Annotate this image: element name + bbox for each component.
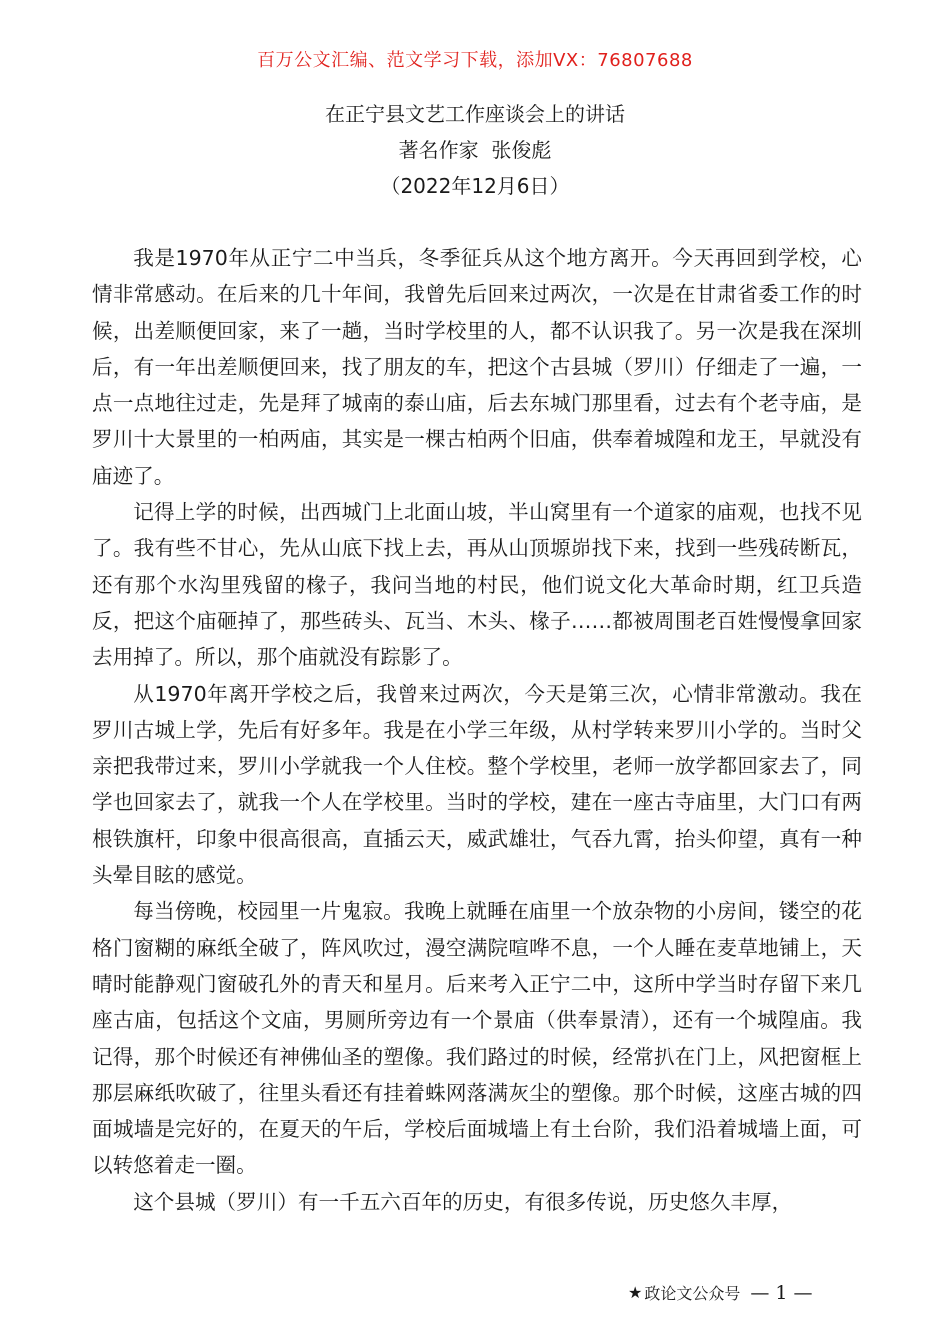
- paragraph: 每当傍晚，校园里一片鬼寂。我晚上就睡在庙里一个放杂物的小房间，镂空的花格门窗糊的麻纸全破了，阵风吹过，漫空满院喧哗不息，一个人睡在麦草地铺上，天晴时能静观门窗破孔外的青天和星月。后来考入正宁二中，这所中学当时存留下来几座古庙，包括这个文庙，男厕所旁边有一个景庙（供奉景清），还有一个城隍庙。我记得，那个时候还有神佛仙圣的塑像。我们路过的时候，经常扒在门上，风把窗框上那层麻纸吹破了，往里头看还有挂着蛛网落满灰尘的塑像。那个时候，这座古城的四面城墙是完好的，在夏天的午后，学校后面城墙上有土台阶，我们沿着城墙上面，可以转悠着走一圈。: [92, 899, 862, 1178]
- speech-body: [92, 240, 862, 1220]
- paragraph: 记得上学的时候，出西城门上北面山坡，半山窝里有一个道家的庙观，也找不见了。我有些不甘心，先从山底下找上去，再从山顶塬峁找下来，找到一些残砖断瓦，还有那个水沟里残留的椽子，我问当地的村民，他们说文化大革命时期，红卫兵造反，把这个庙砸掉了，那些砖头、瓦当、木头、椽子……都被周围老百姓慢慢拿回家去用掉了。所以，那个庙就没有踪影了。: [92, 500, 862, 670]
- paragraph: 我是1970年从正宁二中当兵，冬季征兵从这个地方离开。今天再回到学校，心情非常感动。在后来的几十年间，我曾先后回来过两次，一次是在甘肃省委工作的时候，出差顺便回家，来了一趟，当时学校里的人，都不认识我了。另一次是我在深圳后，有一年出差顺便回来，找了朋友的车，把这个古县城（罗川）仔细走了一遍，一点一点地往过走，先是拜了城南的泰山庙，后去东城门那里看，过去有个老寺庙，是罗川十大景里的一柏两庙，其实是一棵古柏两个旧庙，供奉着城隍和龙王，早就没有庙迹了。: [92, 246, 862, 488]
- watermark-banner: 百万公文汇编、范文学习下载，添加VX：76807688: [257, 50, 693, 71]
- footer-source: 政论文公众号: [644, 1284, 741, 1303]
- star-icon: ★: [628, 1283, 643, 1302]
- paragraph: 从1970年离开学校之后，我曾来过两次，今天是第三次，心情非常激动。我在罗川古城上学，先后有好多年。我是在小学三年级，从村学转来罗川小学的。当时父亲把我带过来，罗川小学就我一个人住校。整个学校里，老师一放学都回家去了，同学也回家去了，就我一个人在学校里。当时的学校，建在一座古寺庙里，大门口有两根铁旗杆，印象中很高很高，直插云天，威武雄壮，气吞九霄，抬头仰望，真有一种头晕目眩的感觉。: [92, 681, 862, 888]
- author-line: 著名作家 张俊彪: [398, 138, 552, 162]
- date-line: （2022年12月6日）: [380, 174, 570, 198]
- paragraph: 这个县城（罗川）有一千五六百年的历史，有很多传说，历史悠久丰厚，: [133, 1189, 793, 1214]
- speech-title: 在正宁县文艺工作座谈会上的讲话: [325, 102, 625, 126]
- page-footer: [628, 1281, 813, 1304]
- title-block: [0, 96, 950, 204]
- page-number: — 1 —: [750, 1281, 813, 1304]
